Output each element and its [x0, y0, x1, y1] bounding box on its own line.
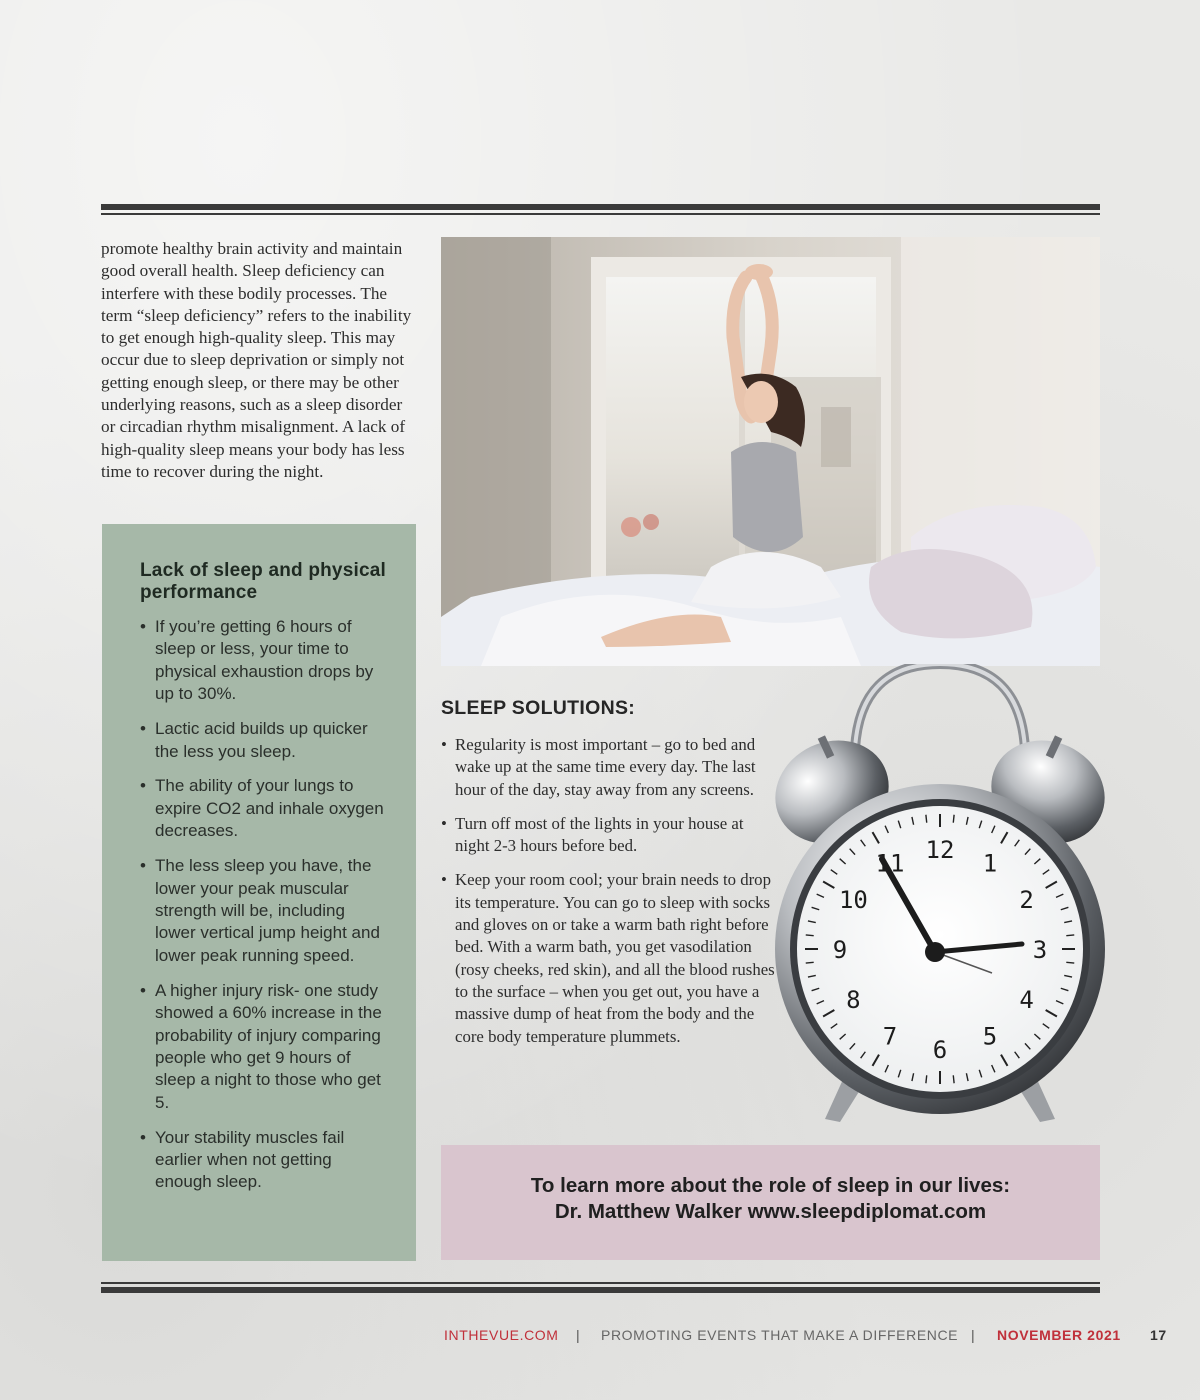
sidebar-title: Lack of sleep and physical performance: [140, 560, 386, 603]
learn-more-box: [441, 1145, 1100, 1260]
physical-performance-sidebar: [102, 524, 416, 1261]
list-item: • A higher injury risk- one study showed a 60% increase in the probability of injury comparing people who get 9 hours of sleep a night to those who get 5.: [140, 980, 382, 1112]
clock-numeral: 9: [832, 936, 848, 964]
clock-tick: [926, 1075, 927, 1083]
list-item: • Turn off most of the lights in your house at night 2-3 hours before bed.: [441, 813, 744, 856]
sidebar-list: [140, 616, 388, 1194]
footer-site: INTHEVUE.COM: [444, 1327, 559, 1343]
clock-tick: [953, 815, 954, 823]
clock-tick: [806, 935, 814, 936]
clock-numeral: 8: [846, 986, 861, 1014]
sleep-solutions-title: SLEEP SOLUTIONS:: [441, 697, 636, 719]
alarm-clock-image: [770, 664, 1110, 1129]
page-number: 17: [1150, 1327, 1167, 1343]
clock-numeral: 7: [882, 1022, 898, 1051]
clock-tick: [806, 962, 814, 963]
woman-stretching-photo: [441, 237, 1100, 666]
clock-tick: [1066, 935, 1074, 936]
clock-numeral: 12: [925, 836, 955, 864]
clock-tick: [953, 1075, 954, 1083]
clock-numeral: 3: [1032, 936, 1048, 964]
list-item: • If you’re getting 6 hours of sleep or less, your time to physical exhaustion drops by up to 30%.: [140, 617, 374, 704]
clock-tick: [1066, 962, 1074, 963]
clock-numeral: 1: [982, 849, 998, 878]
list-item: • Lactic acid builds up quicker the less you sleep.: [140, 719, 368, 761]
footer-separator: |: [971, 1327, 976, 1343]
list-item: • The ability of your lungs to expire CO2 and inhale oxygen decreases.: [140, 776, 384, 841]
intro-paragraph: promote healthy brain activity and maintain good overall health. Sleep deficiency can interfere with these bodily processes. The term “sleep deficiency” refers to the inability to get enough high-quality sleep. This may occur due to sleep deprivation or simply not getting enough sleep, or there may be other underlying reasons, such as a sleep disorder or circadian rhythm misalignment. A lack of high-quality sleep means your body has less time to recover during the night.: [101, 239, 412, 481]
footer-issue-date: NOVEMBER 2021: [997, 1327, 1121, 1343]
clock-numeral: 4: [1019, 986, 1034, 1014]
list-item: • The less sleep you have, the lower your peak muscular strength will be, including lower vertical jump height and lower peak running speed.: [140, 856, 380, 965]
list-item: • Your stability muscles fail earlier when not getting enough sleep.: [140, 1127, 345, 1192]
list-item: • Regularity is most important – go to bed and wake up at the same time every day. The last hour of the day, stay away from any screens.: [441, 735, 756, 799]
clock-tick: [926, 815, 927, 823]
bottom-rule: [101, 1282, 1100, 1293]
list-item: • Keep your room cool; your brain needs to drop its temperature. You can go to sleep with socks and gloves on or take a warm bath right before bed. With a warm bath, you get vasodilation (rosy cheeks, red skin), and all the blood rushes to the surface – when you get out, you have a massive dump of heat from the body and the core body temperature plummets.: [441, 870, 775, 1046]
cta-line-1: To learn more about the role of sleep in our lives:: [530, 1174, 1011, 1197]
top-rule: [101, 204, 1100, 215]
sleep-solutions-section: [441, 697, 781, 1060]
footer-tagline: PROMOTING EVENTS THAT MAKE A DIFFERENCE: [601, 1327, 959, 1343]
cta-line-2: Dr. Matthew Walker www.sleepdiplomat.com: [554, 1200, 987, 1223]
footer-separator: |: [576, 1327, 581, 1343]
solutions-list: [441, 734, 781, 1048]
clock-numeral: 10: [838, 886, 868, 914]
clock-numeral: 11: [875, 849, 905, 878]
clock-numeral: 6: [932, 1036, 948, 1064]
clock-numeral: 2: [1019, 886, 1034, 914]
clock-numeral: 5: [982, 1022, 998, 1051]
